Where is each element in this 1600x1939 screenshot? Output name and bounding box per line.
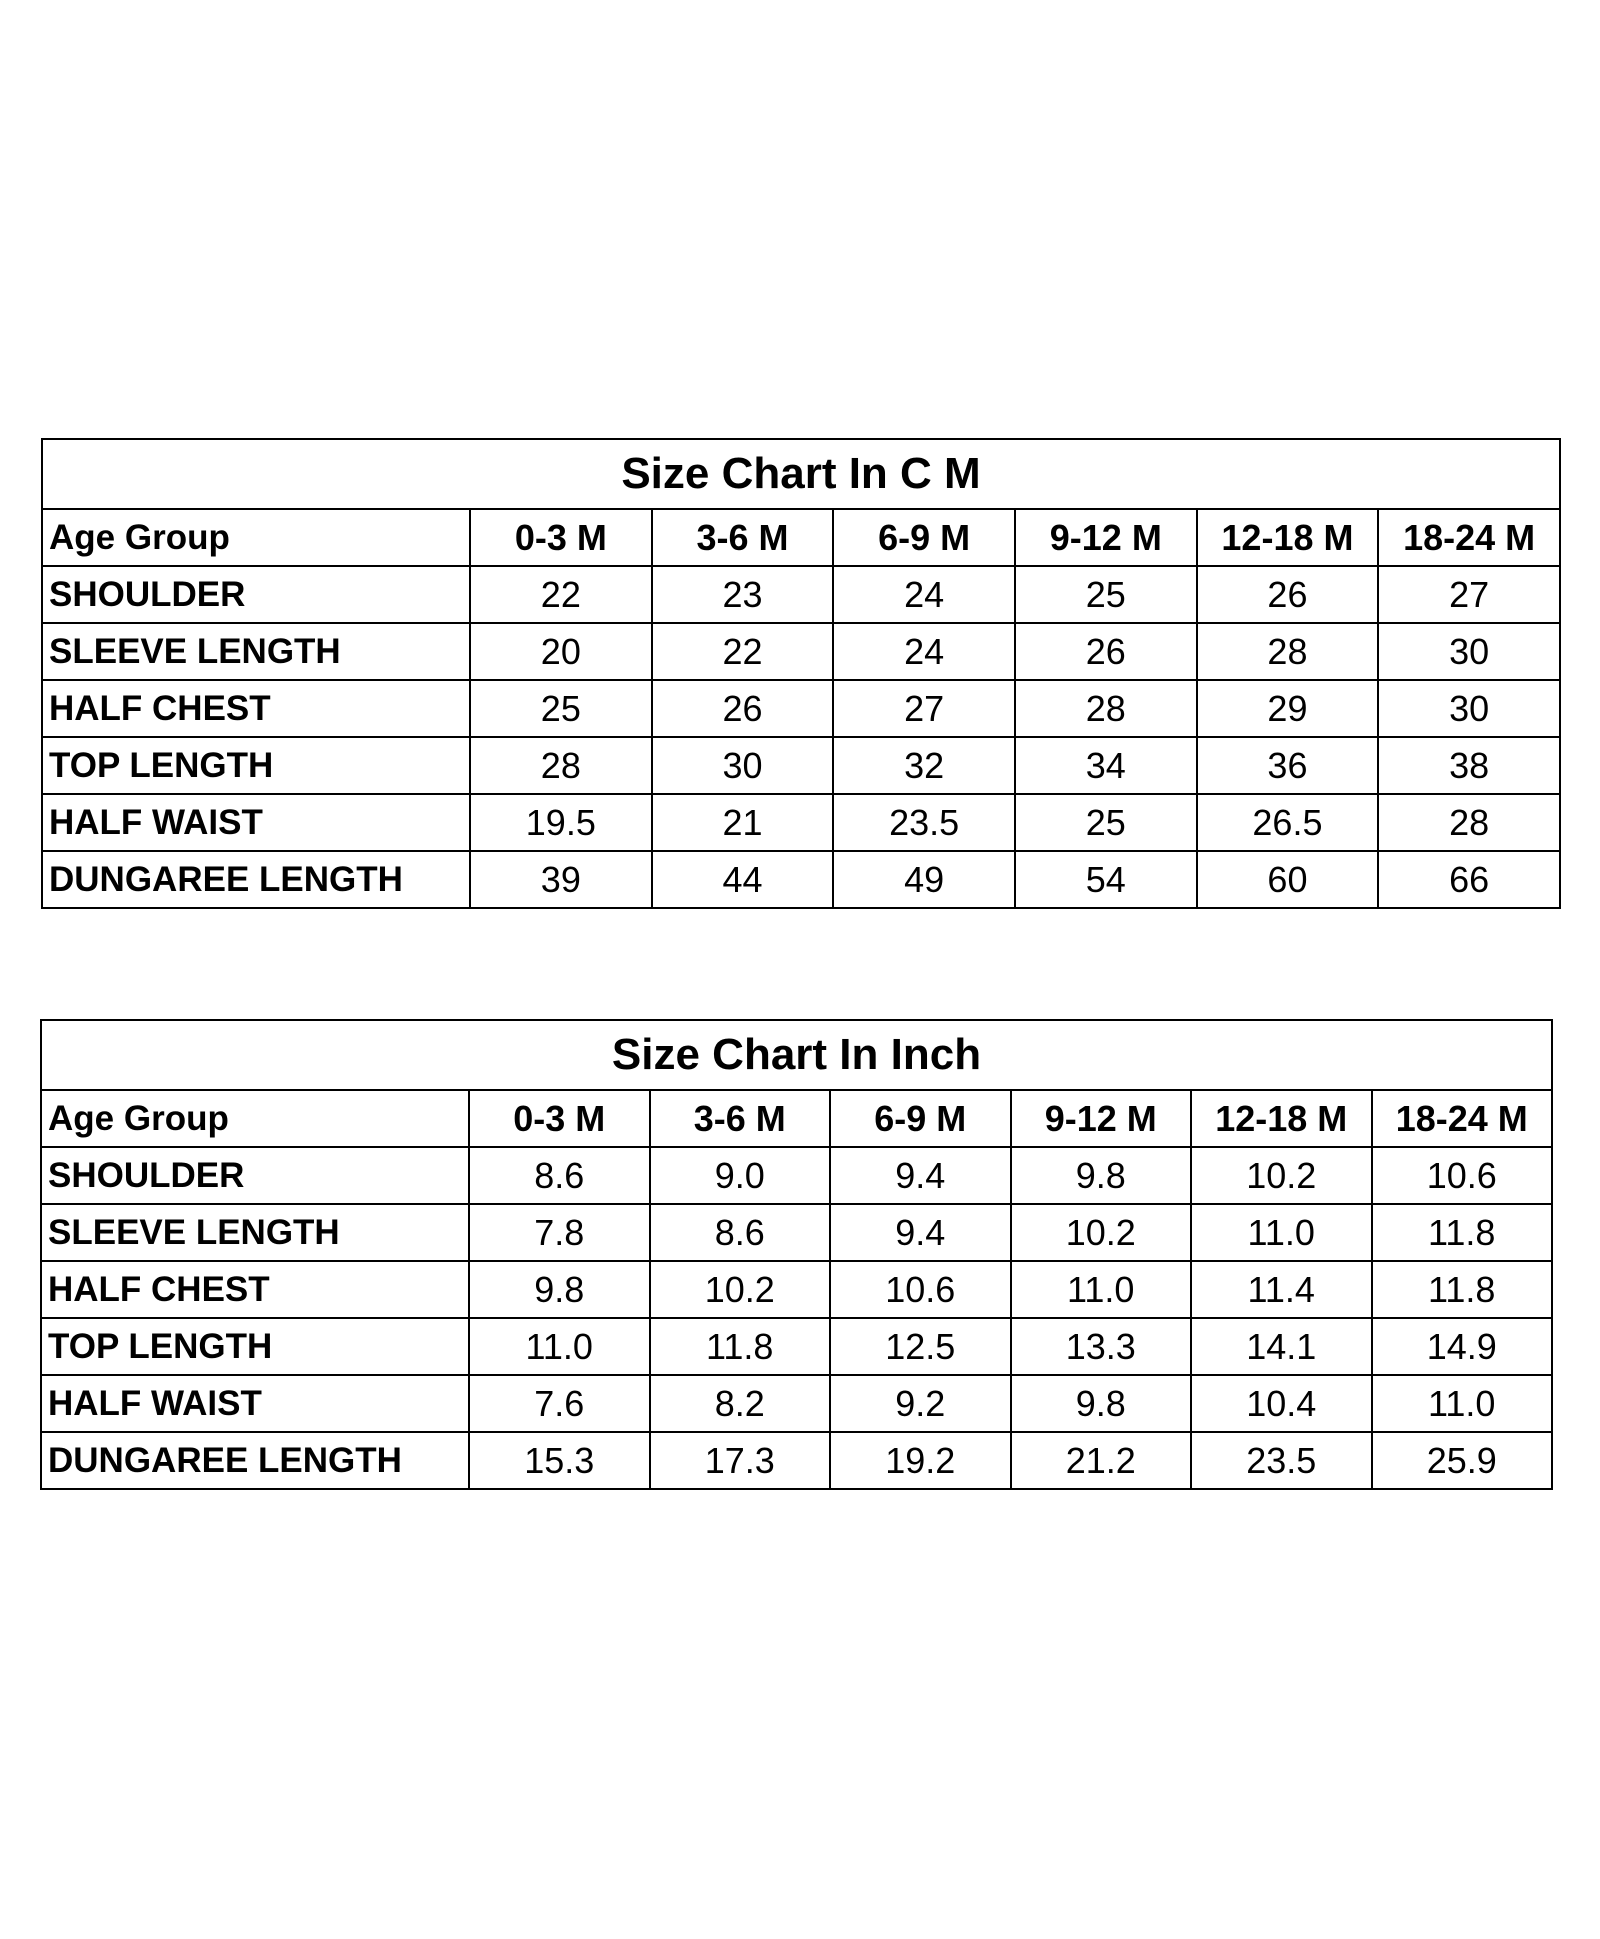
table-cell: 10.6 — [830, 1261, 1011, 1318]
table-cell: 19.2 — [830, 1432, 1011, 1489]
table-cell: 23.5 — [1191, 1432, 1372, 1489]
table-header-row — [41, 1090, 1552, 1147]
header-cell: 9-12 M — [1015, 509, 1197, 566]
table-cell: 25 — [1015, 566, 1197, 623]
table-cell: 34 — [1015, 737, 1197, 794]
row-label: HALF WAIST — [41, 1375, 469, 1432]
table-cell: 28 — [1015, 680, 1197, 737]
table-cell: 10.6 — [1372, 1147, 1553, 1204]
table-cell: 32 — [833, 737, 1015, 794]
header-cell: 0-3 M — [469, 1090, 650, 1147]
table-cell: 22 — [652, 623, 834, 680]
table-cell: 54 — [1015, 851, 1197, 908]
table-cell: 15.3 — [469, 1432, 650, 1489]
table-cell: 24 — [833, 566, 1015, 623]
table-cell: 25 — [470, 680, 652, 737]
table-cell: 30 — [652, 737, 834, 794]
row-label: SHOULDER — [42, 566, 470, 623]
table-cell: 26.5 — [1197, 794, 1379, 851]
table-row — [42, 794, 1560, 851]
table-cell: 10.2 — [1191, 1147, 1372, 1204]
table-cell: 10.2 — [650, 1261, 831, 1318]
table-cell: 26 — [1015, 623, 1197, 680]
size-chart-inch-table — [40, 1019, 1553, 1490]
table-cell: 9.4 — [830, 1204, 1011, 1261]
header-cell: 18-24 M — [1378, 509, 1560, 566]
size-chart-cm-table — [41, 438, 1561, 909]
table-row — [42, 566, 1560, 623]
row-label: TOP LENGTH — [41, 1318, 469, 1375]
table-cell: 11.8 — [650, 1318, 831, 1375]
table-cell: 7.6 — [469, 1375, 650, 1432]
table-cell: 28 — [1197, 623, 1379, 680]
table-cell: 9.8 — [1011, 1375, 1192, 1432]
row-label: DUNGAREE LENGTH — [41, 1432, 469, 1489]
table-cell: 27 — [833, 680, 1015, 737]
table-cell: 39 — [470, 851, 652, 908]
row-label: HALF CHEST — [41, 1261, 469, 1318]
table-cell: 25 — [1015, 794, 1197, 851]
table-cell: 23.5 — [833, 794, 1015, 851]
table-cell: 10.4 — [1191, 1375, 1372, 1432]
table-row — [41, 1261, 1552, 1318]
table-cell: 11.8 — [1372, 1204, 1553, 1261]
table-cell: 11.0 — [1011, 1261, 1192, 1318]
header-cell: 18-24 M — [1372, 1090, 1553, 1147]
row-label: DUNGAREE LENGTH — [42, 851, 470, 908]
table-cell: 8.2 — [650, 1375, 831, 1432]
table-cell: 9.2 — [830, 1375, 1011, 1432]
table-cell: 17.3 — [650, 1432, 831, 1489]
table-cell: 11.0 — [1372, 1375, 1553, 1432]
table-title: Size Chart In C M — [42, 439, 1560, 509]
table-cell: 14.9 — [1372, 1318, 1553, 1375]
table-cell: 30 — [1378, 680, 1560, 737]
table-cell: 28 — [1378, 794, 1560, 851]
table-cell: 12.5 — [830, 1318, 1011, 1375]
table-row — [41, 1147, 1552, 1204]
table-cell: 19.5 — [470, 794, 652, 851]
table-cell: 27 — [1378, 566, 1560, 623]
header-age-group: Age Group — [41, 1090, 469, 1147]
table-row — [41, 1204, 1552, 1261]
row-label: HALF WAIST — [42, 794, 470, 851]
table-cell: 21.2 — [1011, 1432, 1192, 1489]
table-cell: 22 — [470, 566, 652, 623]
table-cell: 13.3 — [1011, 1318, 1192, 1375]
header-cell: 12-18 M — [1197, 509, 1379, 566]
header-age-group: Age Group — [42, 509, 470, 566]
row-label: SHOULDER — [41, 1147, 469, 1204]
table-cell: 8.6 — [469, 1147, 650, 1204]
table-title-row — [42, 439, 1560, 509]
table-title: Size Chart In Inch — [41, 1020, 1552, 1090]
table-row — [41, 1375, 1552, 1432]
table-cell: 49 — [833, 851, 1015, 908]
table-cell: 28 — [470, 737, 652, 794]
table-cell: 23 — [652, 566, 834, 623]
table-cell: 10.2 — [1011, 1204, 1192, 1261]
row-label: SLEEVE LENGTH — [41, 1204, 469, 1261]
table-cell: 7.8 — [469, 1204, 650, 1261]
table-cell: 21 — [652, 794, 834, 851]
table-title-row — [41, 1020, 1552, 1090]
table-row — [42, 851, 1560, 908]
header-cell: 3-6 M — [650, 1090, 831, 1147]
table-cell: 25.9 — [1372, 1432, 1553, 1489]
header-cell: 12-18 M — [1191, 1090, 1372, 1147]
table-cell: 24 — [833, 623, 1015, 680]
table-header-row — [42, 509, 1560, 566]
row-label: SLEEVE LENGTH — [42, 623, 470, 680]
table-cell: 11.0 — [469, 1318, 650, 1375]
table-row — [41, 1432, 1552, 1489]
table-cell: 60 — [1197, 851, 1379, 908]
table-row — [41, 1318, 1552, 1375]
header-cell: 0-3 M — [470, 509, 652, 566]
table-cell: 30 — [1378, 623, 1560, 680]
row-label: HALF CHEST — [42, 680, 470, 737]
header-cell: 6-9 M — [830, 1090, 1011, 1147]
table-cell: 9.8 — [469, 1261, 650, 1318]
table-cell: 11.4 — [1191, 1261, 1372, 1318]
table-cell: 9.0 — [650, 1147, 831, 1204]
table-cell: 26 — [652, 680, 834, 737]
table-cell: 11.8 — [1372, 1261, 1553, 1318]
table-cell: 9.4 — [830, 1147, 1011, 1204]
row-label: TOP LENGTH — [42, 737, 470, 794]
table-cell: 20 — [470, 623, 652, 680]
table-cell: 29 — [1197, 680, 1379, 737]
header-cell: 3-6 M — [652, 509, 834, 566]
table-cell: 14.1 — [1191, 1318, 1372, 1375]
table-cell: 38 — [1378, 737, 1560, 794]
table-row — [42, 680, 1560, 737]
header-cell: 6-9 M — [833, 509, 1015, 566]
table-cell: 9.8 — [1011, 1147, 1192, 1204]
table-cell: 11.0 — [1191, 1204, 1372, 1261]
table-cell: 36 — [1197, 737, 1379, 794]
table-row — [42, 623, 1560, 680]
table-cell: 26 — [1197, 566, 1379, 623]
table-cell: 66 — [1378, 851, 1560, 908]
table-cell: 8.6 — [650, 1204, 831, 1261]
header-cell: 9-12 M — [1011, 1090, 1192, 1147]
table-cell: 44 — [652, 851, 834, 908]
table-row — [42, 737, 1560, 794]
